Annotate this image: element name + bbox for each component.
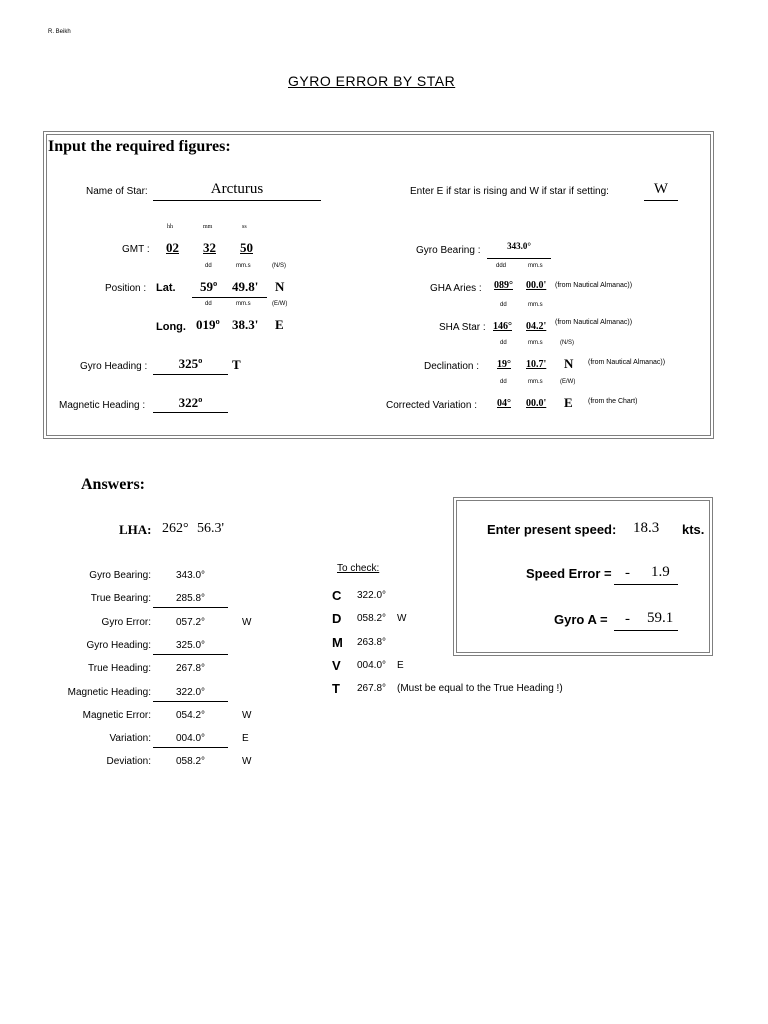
answer-row-label: True Bearing: [90, 593, 151, 604]
lat-minutes[interactable]: 49.8' [232, 279, 259, 294]
long-minutes[interactable]: 38.3' [232, 317, 259, 332]
sha-minutes[interactable]: 04.2' [526, 321, 547, 332]
speed-unit: kts. [682, 522, 705, 537]
answer-row-underline [153, 607, 228, 608]
answer-row-label: Variation: [109, 733, 151, 744]
long-dd-unit: dd [205, 301, 212, 307]
gmt-minutes[interactable]: 32 [203, 240, 216, 255]
decl-note: (from Nautical Almanac)) [588, 359, 666, 366]
star-name-field[interactable]: Arcturus [210, 181, 264, 197]
gyro-heading-suffix: T [232, 357, 241, 372]
answer-row-value: 267.8° [176, 663, 206, 674]
answer-row-label: Gyro Bearing: [89, 570, 151, 581]
declination-label: Declination : [424, 361, 480, 372]
lat-degrees[interactable]: 59º [200, 279, 218, 294]
answer-row-underline [153, 654, 228, 655]
gmt-seconds[interactable]: 50 [240, 240, 253, 255]
check-row-value: 322.0° [357, 590, 387, 601]
answer-row-label: Magnetic Heading: [67, 687, 151, 698]
gha-note: (from Nautical Almanac)) [555, 282, 633, 289]
long-hemisphere[interactable]: E [275, 317, 284, 332]
check-row-letter: M [332, 635, 343, 650]
check-row-value: 263.8° [357, 637, 387, 648]
gmt-hh-unit: hh [167, 224, 173, 230]
long-label: Long. [156, 321, 186, 333]
decl-hemisphere[interactable]: N [564, 356, 574, 371]
lha-degrees: 262° [162, 521, 189, 536]
gyro-bearing-label: Gyro Bearing : [416, 245, 481, 256]
long-mm-unit: mm.s [236, 301, 251, 307]
answers-heading: Answers: [81, 476, 145, 493]
gmt-hours[interactable]: 02 [166, 240, 179, 255]
answer-row-value: 285.8° [176, 593, 206, 604]
answer-row-value: 004.0° [176, 733, 206, 744]
answer-row-value: 057.2° [176, 617, 206, 628]
check-row-direction: E [397, 660, 404, 671]
check-row-direction: (Must be equal to the True Heading !) [397, 683, 563, 694]
gyro-a-label: Gyro A = [554, 612, 608, 627]
decl-mm-unit: mm.s [528, 340, 543, 346]
speed-label: Enter present speed: [487, 522, 617, 537]
page-title: GYRO ERROR BY STAR [288, 73, 456, 89]
answer-row-value: 058.2° [176, 756, 206, 767]
answer-row-value: 325.0° [176, 640, 206, 651]
long-ew-unit: (E/W) [272, 301, 288, 307]
gha-aries-label: GHA Aries : [430, 283, 482, 294]
check-row-letter: T [332, 681, 340, 696]
gmt-ss-unit: ss [242, 224, 247, 230]
var-note: (from the Chart) [588, 398, 638, 405]
answer-row-direction: W [242, 617, 252, 628]
gha-minutes[interactable]: 00.0' [526, 280, 547, 291]
check-row-direction: W [397, 613, 407, 624]
check-row-value: 004.0° [357, 660, 387, 671]
speed-field[interactable]: 18.3 [633, 520, 660, 536]
var-mm-unit: mm.s [528, 379, 543, 385]
gha-ddd-unit: ddd [496, 263, 507, 269]
decl-minutes[interactable]: 10.7' [526, 359, 547, 370]
answer-row-value: 322.0° [176, 687, 206, 698]
sha-dd-unit: dd [500, 302, 507, 308]
gyro-heading-label: Gyro Heading : [80, 361, 148, 372]
sha-star-label: SHA Star : [439, 322, 486, 333]
mag-heading-label: Magnetic Heading : [59, 400, 146, 411]
lat-hemisphere[interactable]: N [275, 279, 285, 294]
lha-minutes: 56.3' [197, 521, 225, 536]
var-minutes[interactable]: 00.0' [526, 398, 547, 409]
check-row-letter: V [332, 658, 341, 673]
rising-setting-label: Enter E if star is rising and W if star if setting: [410, 186, 609, 197]
star-name-label: Name of Star: [86, 186, 148, 197]
check-row-letter: C [332, 588, 342, 603]
mag-heading-field[interactable]: 322º [178, 395, 203, 410]
rising-setting-field[interactable]: W [653, 181, 669, 197]
input-heading: Input the required figures: [48, 138, 231, 155]
sha-note: (from Nautical Almanac)) [555, 319, 633, 326]
lat-ns-unit: (N/S) [272, 263, 286, 269]
gyro-heading-field[interactable]: 325º [178, 356, 203, 371]
gha-degrees[interactable]: 089° [494, 280, 513, 291]
decl-ns-unit: (N/S) [560, 340, 574, 346]
answer-row-underline [153, 701, 228, 702]
var-hemisphere[interactable]: E [564, 395, 573, 410]
check-row-value: 058.2° [357, 613, 387, 624]
check-row-value: 267.8° [357, 683, 387, 694]
answer-row-direction: E [242, 733, 249, 744]
gyro-a-value: 59.1 [647, 610, 674, 626]
lat-label: Lat. [156, 282, 176, 294]
answer-row-label: True Heading: [88, 663, 151, 674]
lha-label: LHA: [119, 522, 152, 537]
lat-mm-unit: mm.s [236, 263, 251, 269]
sha-degrees[interactable]: 146° [493, 321, 512, 332]
answer-row-value: 343.0° [176, 570, 206, 581]
lat-dd-unit: dd [205, 263, 212, 269]
var-ew-unit: (E/W) [560, 379, 576, 385]
var-degrees[interactable]: 04° [497, 398, 511, 409]
long-degrees[interactable]: 019º [196, 317, 220, 332]
speed-error-sign: - [625, 565, 630, 581]
gha-mm-unit: mm.s [528, 263, 543, 269]
variation-label: Corrected Variation : [386, 400, 477, 411]
gmt-mm-unit: mm [203, 224, 213, 230]
answer-row-value: 054.2° [176, 710, 206, 721]
decl-degrees[interactable]: 19° [497, 359, 511, 370]
speed-error-value: 1.9 [651, 564, 670, 580]
author-label: R. Beikh [48, 29, 71, 35]
decl-dd-unit: dd [500, 340, 507, 346]
answer-row-label: Gyro Heading: [86, 640, 151, 651]
gyro-bearing-field[interactable]: 343.0° [507, 241, 531, 251]
answer-row-label: Deviation: [106, 756, 151, 767]
answer-row-label: Magnetic Error: [82, 710, 151, 721]
gyro-a-sign: - [625, 611, 630, 627]
to-check-label: To check: [337, 563, 380, 574]
answer-row-label: Gyro Error: [101, 617, 151, 628]
answer-row-direction: W [242, 710, 252, 721]
gmt-label: GMT : [122, 244, 150, 255]
check-row-letter: D [332, 611, 342, 626]
answer-row-direction: W [242, 756, 252, 767]
sha-mm-unit: mm.s [528, 302, 543, 308]
answer-row-underline [153, 747, 228, 748]
speed-error-label: Speed Error = [526, 566, 612, 581]
position-label: Position : [105, 283, 147, 294]
var-dd-unit: dd [500, 379, 507, 385]
